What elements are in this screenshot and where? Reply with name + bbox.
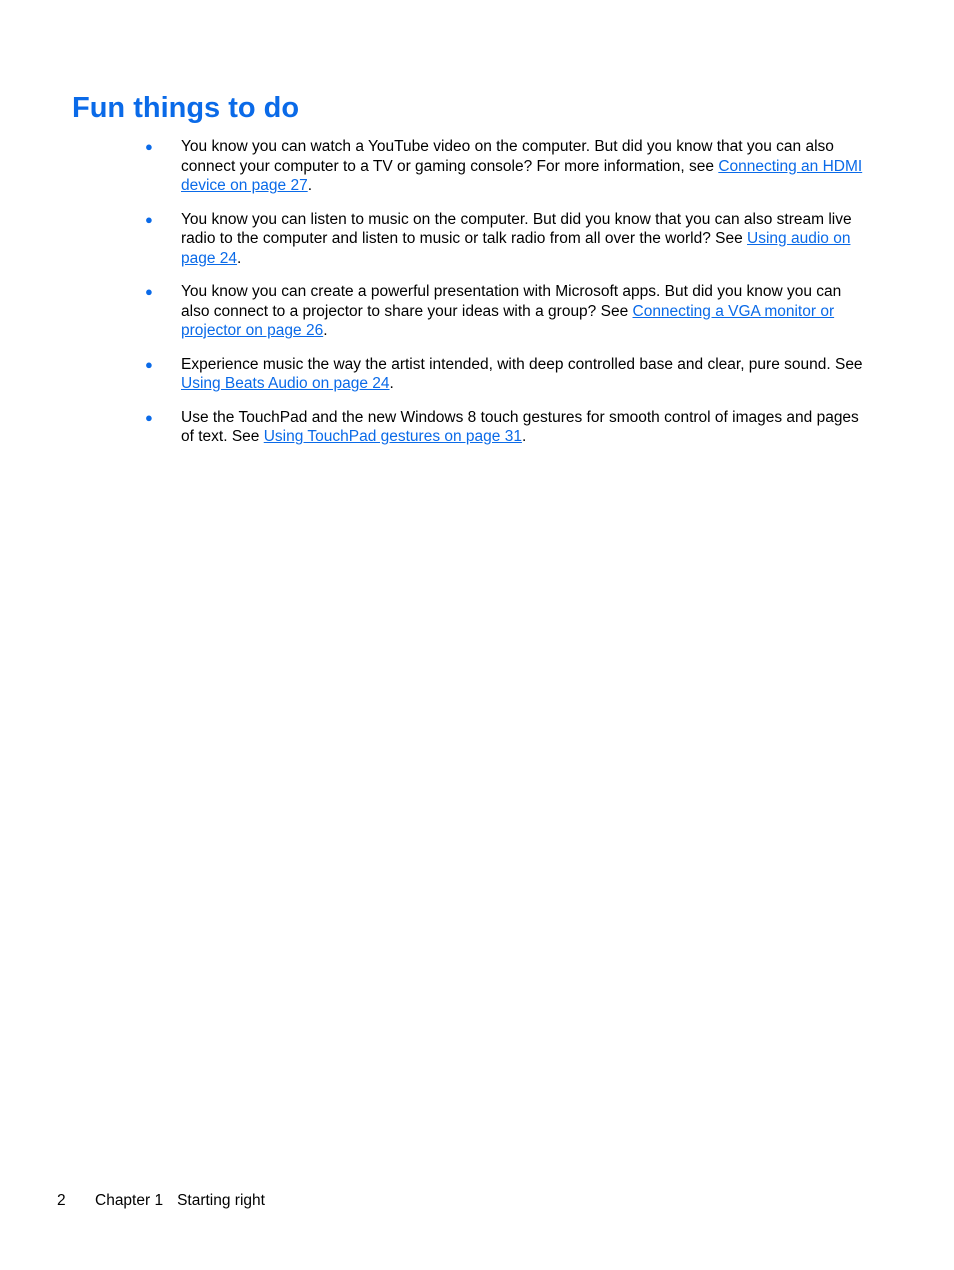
bullet-text bbox=[181, 210, 871, 269]
list-item bbox=[0, 282, 954, 341]
page-number: 2 bbox=[57, 1192, 66, 1209]
bullet-body: Use the TouchPad and the new Windows 8 touch gestures for smooth control of images and pages of text. See bbox=[181, 408, 859, 445]
page-footer bbox=[57, 1191, 265, 1211]
bullet-icon: ● bbox=[145, 409, 153, 425]
link-vga-monitor[interactable]: Connecting a VGA monitor or projector on page 26 bbox=[181, 302, 835, 339]
bullet-text bbox=[181, 355, 871, 394]
page-title: Fun things to do bbox=[72, 92, 300, 124]
bullet-punctuation: . bbox=[307, 177, 312, 194]
footer-chapter: Chapter 1 bbox=[95, 1192, 164, 1209]
bullet-text bbox=[181, 408, 871, 447]
bullet-body: Experience music the way the artist intended, with deep controlled base and clear, pure sound. See bbox=[181, 355, 863, 373]
bullet-punctuation: . bbox=[521, 428, 527, 445]
list-item bbox=[0, 408, 954, 447]
footer-chapter-title: Starting right bbox=[177, 1192, 265, 1209]
bullet-icon: ● bbox=[145, 356, 153, 372]
bullet-text bbox=[181, 137, 871, 196]
bullet-icon: ● bbox=[145, 211, 153, 227]
list-item bbox=[0, 355, 954, 394]
bullet-body: You know you can listen to music on the computer. But did you know that you can also stream live radio to the computer and listen to music or talk radio from all over the world? See bbox=[181, 210, 852, 247]
bullet-list bbox=[0, 137, 954, 461]
link-using-audio[interactable]: Using audio on page 24 bbox=[181, 230, 851, 267]
bullet-punctuation: . bbox=[389, 375, 394, 392]
list-item bbox=[0, 137, 954, 196]
bullet-punctuation: . bbox=[323, 322, 328, 339]
bullet-text bbox=[181, 282, 871, 341]
bullet-body: You know you can create a powerful presentation with Microsoft apps. But did you know you can also connect to a projector to share your ideas with a group? See bbox=[181, 283, 842, 320]
bullet-icon: ● bbox=[145, 139, 153, 154]
list-item bbox=[0, 210, 954, 269]
bullet-punctuation: . bbox=[237, 249, 242, 267]
link-hdmi-device[interactable]: Connecting an HDMI device on page 27 bbox=[181, 157, 863, 194]
link-touchpad-gestures[interactable]: Using TouchPad gestures on page 31 bbox=[263, 428, 522, 445]
bullet-body: You know you can watch a YouTube video on the computer. But did you know that you can also connect your computer to a TV or gaming console? For more information, see bbox=[181, 138, 834, 175]
bullet-icon: ● bbox=[145, 284, 153, 299]
link-beats-audio[interactable]: Using Beats Audio on page 24 bbox=[181, 375, 390, 392]
